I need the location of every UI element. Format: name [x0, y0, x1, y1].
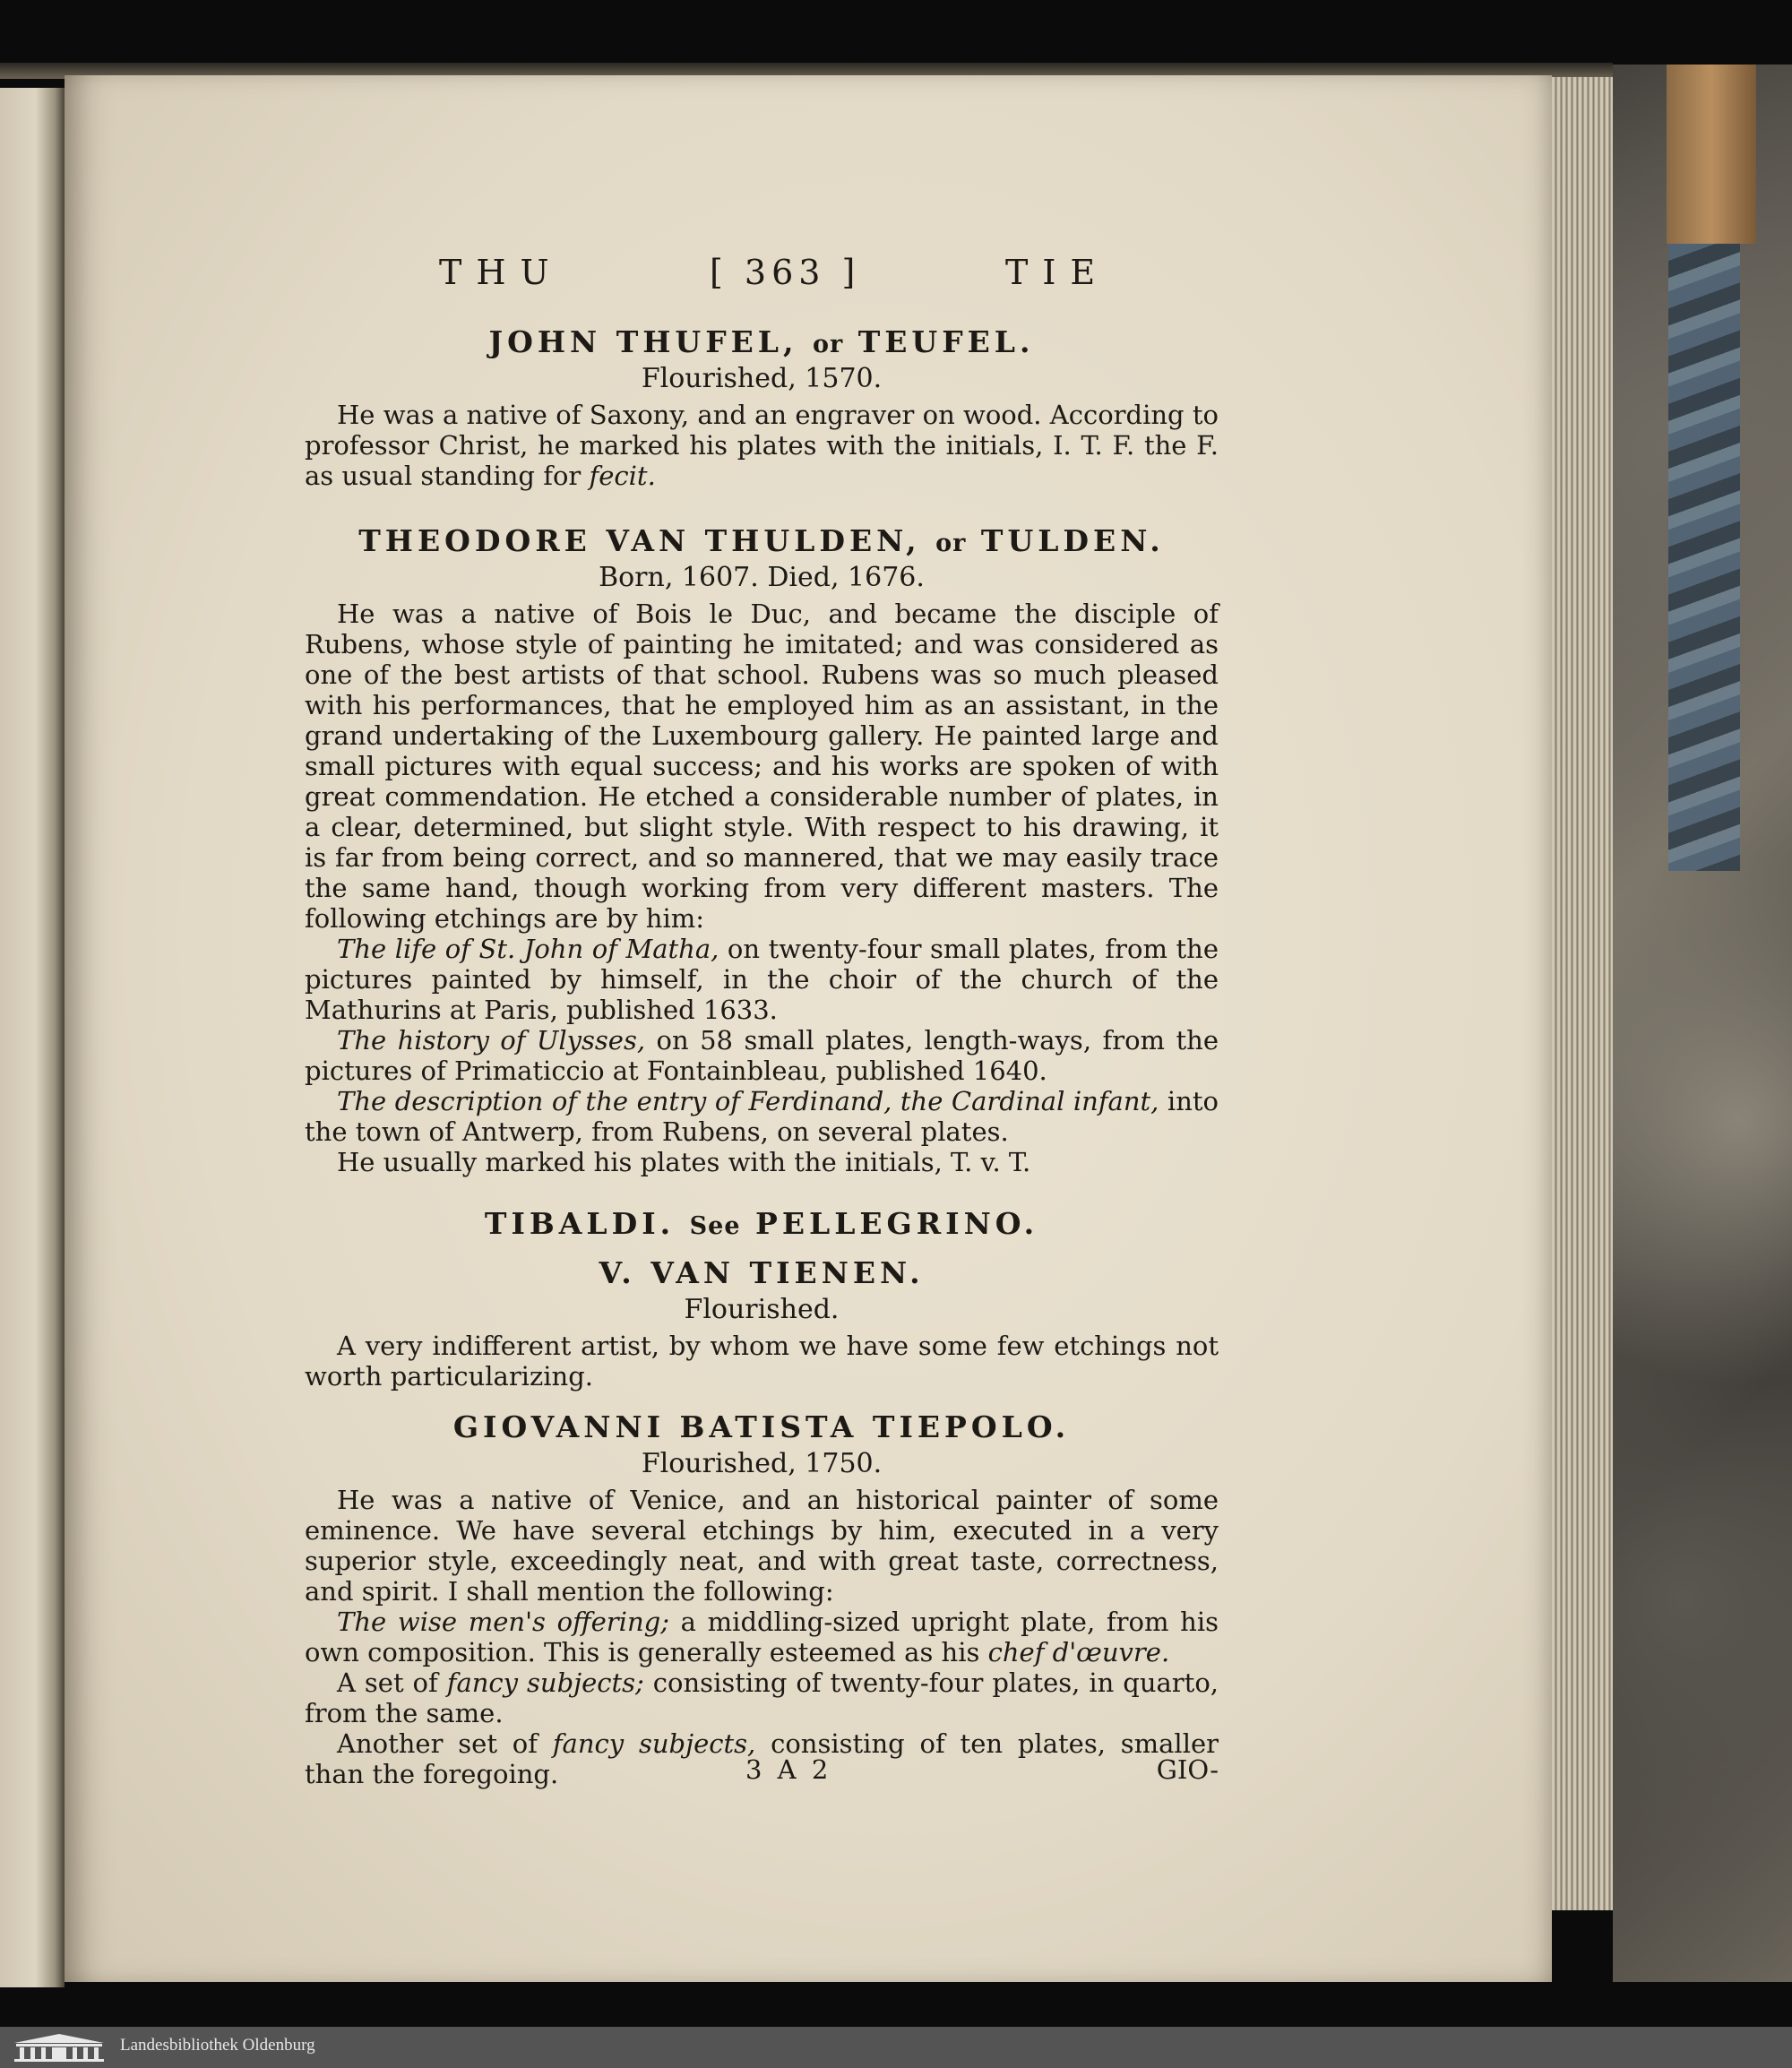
page-footer [305, 1754, 1219, 1790]
work-title: fancy subjects; [446, 1667, 644, 1698]
catchword: GIO- [1156, 1754, 1219, 1785]
work-title: The life of St. John of Matha, [337, 934, 719, 964]
entry-see: See [689, 1212, 741, 1240]
page-number: [ 363 ] [710, 253, 861, 292]
work-text: on twenty-four small plates, from the pictures painted by himself, in the choir of the church of the Mathurins at Paris, published 1633. [305, 934, 1219, 1025]
italic-term: fecit. [589, 461, 656, 491]
work-text: into the town of Antwerp, from Rubens, on several plates. [305, 1086, 1219, 1147]
work-title: fancy subjects, [552, 1728, 756, 1759]
entries [305, 324, 1219, 1789]
entry-date: Flourished. [684, 1294, 840, 1325]
running-head-left: THU [439, 253, 564, 292]
entry-title: GIOVANNI BATISTA TIEPOLO. [452, 1409, 1071, 1444]
italic-term: chef d'œuvre. [987, 1637, 1170, 1667]
entry-paragraph: A very indifferent artist, by whom we have some few etchings not worth particularizing. [305, 1331, 1219, 1392]
signature-mark: 3 A 2 [745, 1754, 832, 1785]
work-text: consisting of ten plates, smaller than the foregoing. [305, 1728, 1219, 1789]
entry-or: or [812, 331, 844, 358]
entry-tiepolo [305, 1409, 1219, 1789]
entry-date: Flourished, 1570. [641, 363, 883, 394]
paragraph-text: He was a native of Saxony, and an engraver on wood. According to professor Christ, he marked his plates with the initials, I. T. F. the F. as usual standing for [305, 400, 1219, 491]
work-title: The description of the entry of Ferdinand, the Cardinal infant, [337, 1086, 1159, 1116]
entry-title [305, 324, 1219, 359]
entry-date: Born, 1607. Died, 1676. [599, 562, 925, 593]
entry-title [305, 523, 1219, 558]
entry-paragraph: He usually marked his plates with the initials, T. v. T. [337, 1147, 1031, 1177]
entry-tibaldi [305, 1206, 1219, 1241]
entry-paragraph [305, 400, 1219, 491]
entry-alt-name: TULDEN. [980, 523, 1165, 558]
work-text: Another set of [337, 1728, 553, 1759]
library-building-icon [11, 2032, 108, 2063]
entry-or: or [935, 530, 967, 557]
work-text: consisting of twenty-four plates, in quarto, from the same. [305, 1667, 1219, 1728]
work-title: The history of Ulysses, [337, 1025, 646, 1056]
entry-thulden [305, 523, 1219, 1177]
running-head [305, 253, 1219, 306]
entry-thufel [305, 324, 1219, 491]
entry-title [305, 1206, 1219, 1241]
work-item [305, 1025, 1219, 1086]
running-head-right: TIE [1005, 253, 1110, 292]
facing-page-edge [0, 88, 65, 1987]
marbled-blue-pattern [1668, 244, 1740, 871]
work-title: The wise men's offering; [337, 1607, 669, 1637]
library-name: Landesbibliothek Oldenburg [120, 2036, 315, 2055]
leather-binding-corner [1667, 65, 1756, 244]
page-block-edge [1552, 77, 1613, 1910]
work-item [305, 1086, 1219, 1147]
entry-date: Flourished, 1750. [641, 1448, 883, 1479]
work-text: on 58 small plates, length-ways, from the pictures of Primaticcio at Fontainbleau, published 1640. [305, 1025, 1219, 1086]
work-text: a middling-sized upright plate, from his own composition. This is generally esteemed as his [305, 1607, 1219, 1667]
work-item [305, 1607, 1219, 1667]
entry-tienen [305, 1255, 1219, 1392]
entry-paragraph: He was a native of Bois le Duc, and became the disciple of Rubens, whose style of painting he imitated; and was considered as one of the best artists of that school. Rubens was so much pleased with his performances, that he employed him as an assistant, in the grand undertaking of the Luxembourg gallery. He painted large and small pictures with equal success; and his works are spoken of with great commendation. He etched a considerable number of plates, in a clear, determined, but slight style. With respect to his drawing, it is far from being correct, and so mannered, that we may easily trace the same hand, though working from very different masters. The following etchings are by him: [305, 599, 1219, 934]
entry-name: JOHN THUFEL, [488, 324, 798, 359]
entry-name: TIBALDI. [484, 1206, 676, 1241]
entry-alt-name: TEUFEL. [857, 324, 1035, 359]
work-item [305, 934, 1219, 1025]
library-footer-bar [0, 2027, 1792, 2068]
entry-name: THEODORE VAN THULDEN, [358, 523, 921, 558]
entry-title: V. VAN TIENEN. [599, 1255, 925, 1290]
work-item [305, 1667, 1219, 1728]
work-text: A set of [337, 1667, 447, 1698]
entry-paragraph: He was a native of Venice, and an historical painter of some eminence. We have several etchings by him, executed in a very superior style, exceedingly neat, and with great taste, correctness, and spirit. I shall mention the following: [305, 1485, 1219, 1607]
entry-cross-reference: PELLEGRINO. [755, 1206, 1039, 1241]
